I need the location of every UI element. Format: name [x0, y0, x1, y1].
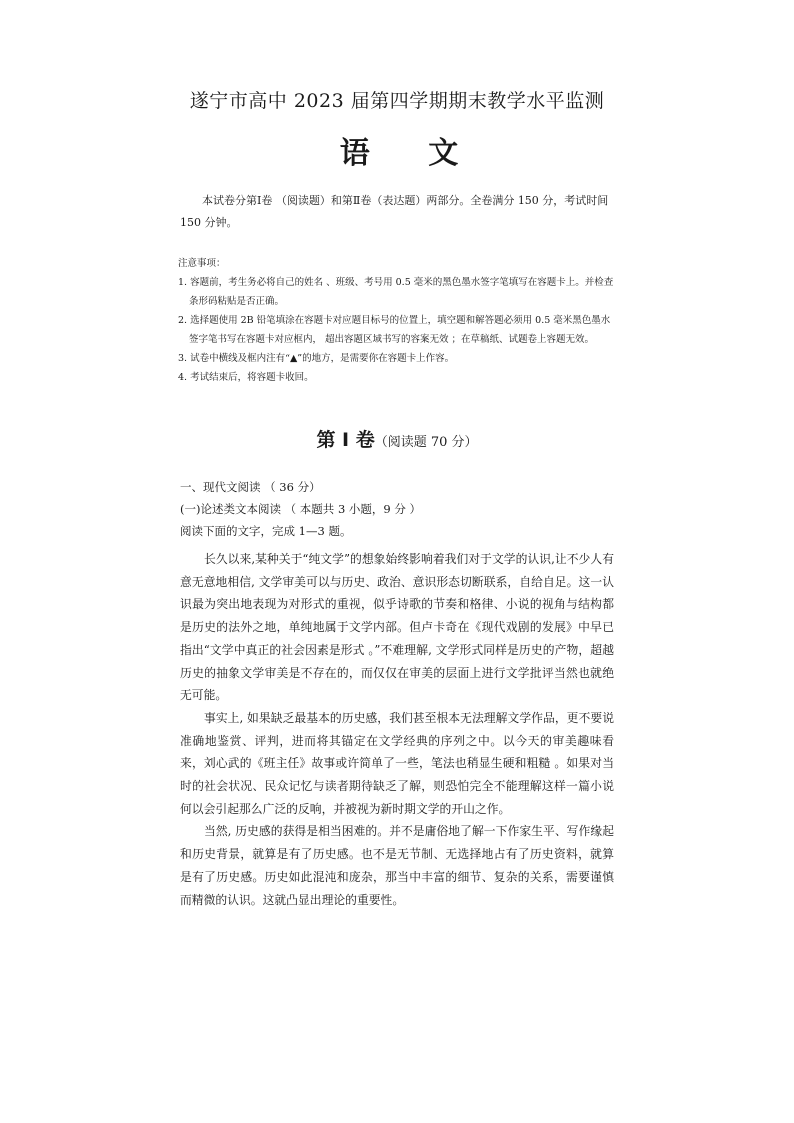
passage	[180, 548, 614, 911]
note-item-4: 4. 考试结束后，将容题卡收回。	[178, 372, 314, 383]
note-item-1: 1. 容题前，考生务必将自己的姓名 、班级、考号用 0.5 毫米的黑色墨水签字笔填写在容题卡上。并检查条形码粘贴是否正确。	[178, 277, 614, 307]
reading-instruction: 阅读下面的文字，完成 1—3 题。	[180, 524, 352, 538]
note-item-3: 3. 试卷中横线及框内注有“▲”的地方，是需要你在容题卡上作容。	[178, 353, 455, 364]
notes-block	[178, 254, 618, 387]
subsection-heading: (一)论述类文本阅读 （ 本题共 3 小题，9 分 ）	[180, 502, 422, 516]
passage-paragraph-3: 当然, 历史感的获得是相当困难的。并不是庸俗地了解一下作家生平、写作缘起和历史背景，就算是有了历史感。也不是无节制、无选择地占有了历史资料，就算是有了历史感。历史如此混沌和庞杂，那当中丰富的细节、复杂的关系，需要谨慎而精微的认识。这就凸显出理论的重要性。	[180, 824, 614, 907]
section-heading: 一、现代文阅读 （ 36 分）	[180, 480, 321, 494]
exam-intro: 本试卷分第Ⅰ卷 （阅读题）和第Ⅱ卷（表达题）两部分。全卷满分 150 分，考试时间 150 分钟。	[180, 194, 609, 229]
passage-paragraph-2: 事实上, 如果缺乏最基本的历史感，我们甚至根本无法理解文学作品，更不要说准确地鉴赏、评判，进而将其锚定在文学经典的序列之中。以今天的审美趣味看来，刘心武的《班主任》故事或许简单了一些，笔法也稍显生硬和粗糙 。如果对当时的社会状况、民众记忆与读者期待缺乏了解，则恐怕完全不能理解这样一篇小说何以会引起那么广泛的反响，并被视为新时期文学的开山之作。	[180, 710, 614, 816]
subject-title: 语 文	[339, 136, 483, 171]
note-item-2: 2. 选择题使用 2B 铅笔填涂在容题卡对应题目标号的位置上，填空题和解答题必须用 0.5 毫米黑色墨水签字笔书写在容题卡对应框内， 超出容题区域书写的容案无效 ；在草稿纸、试题卷上容题无效。	[178, 315, 611, 345]
volume-heading	[0, 425, 794, 452]
notes-title: 注意事项：	[178, 258, 226, 269]
passage-paragraph-1: 长久以来,某种关于“纯文学”的想象始终影响着我们对于文学的认识,让不少人有意无意地相信, 文学审美可以与历史、政治、意识形态切断联系，自给自足。这一认识最为突出地表现为对形式的重视，似乎诗歌的节奏和格律、小说的视角与结构都是历史的法外之地，单纯地属于文学内部。但卢卡奇在《现代戏剧的发展》中早已指出“文学中真正的社会因素是形式 。”不难理解, 文学形式同样是历史的产物，超越历史的抽象文学审美是不存在的，而仅仅在审美的层面上进行文学批评当然也就绝无可能。	[180, 552, 614, 703]
volume-title: 第 Ⅰ 卷	[316, 429, 375, 451]
volume-subtitle: （阅读题 70 分）	[374, 435, 478, 450]
exam-title: 遂宁市高中 2023 届第四学期期末教学水平监测	[189, 90, 605, 112]
